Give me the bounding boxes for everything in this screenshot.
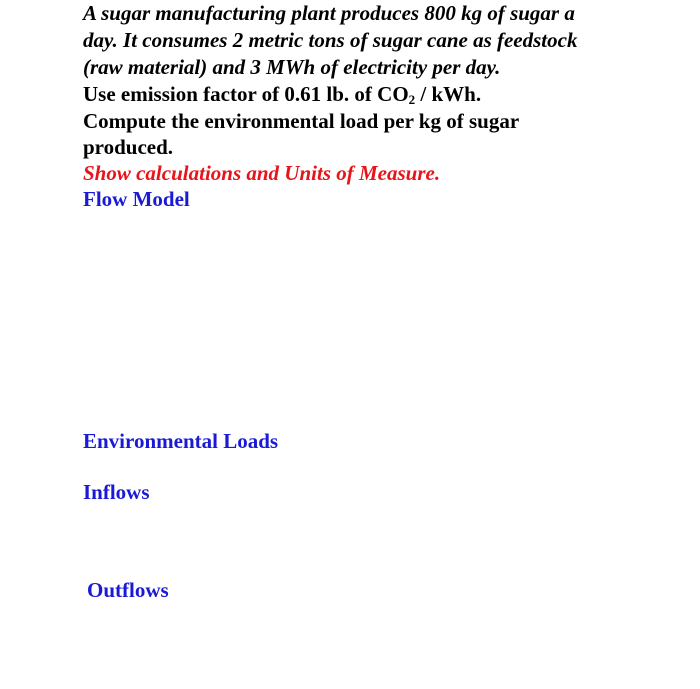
compute-line-1: Compute the environmental load per kg of sugar <box>83 109 520 133</box>
emission-factor-text: Use emission factor of 0.61 lb. of CO <box>83 82 409 106</box>
problem-line-2: day. It consumes 2 metric tons of sugar cane as feedstock <box>83 28 578 52</box>
environmental-loads-heading: Environmental Loads <box>83 429 279 453</box>
problem-line-1: A sugar manufacturing plant produces 800 kg of sugar a <box>83 1 575 25</box>
problem-line-3: (raw material) and 3 MWh of electricity per day. <box>83 55 501 79</box>
co2-subscript: 2 <box>408 92 416 107</box>
inflows-heading: Inflows <box>83 480 150 504</box>
compute-line-2: produced. <box>83 135 174 159</box>
flow-model-heading: Flow Model <box>83 187 190 211</box>
instruction-text: Show calculations and Units of Measure. <box>83 161 441 185</box>
outflows-heading: Outflows <box>87 578 169 602</box>
emission-factor-unit: / kWh. <box>415 82 482 106</box>
